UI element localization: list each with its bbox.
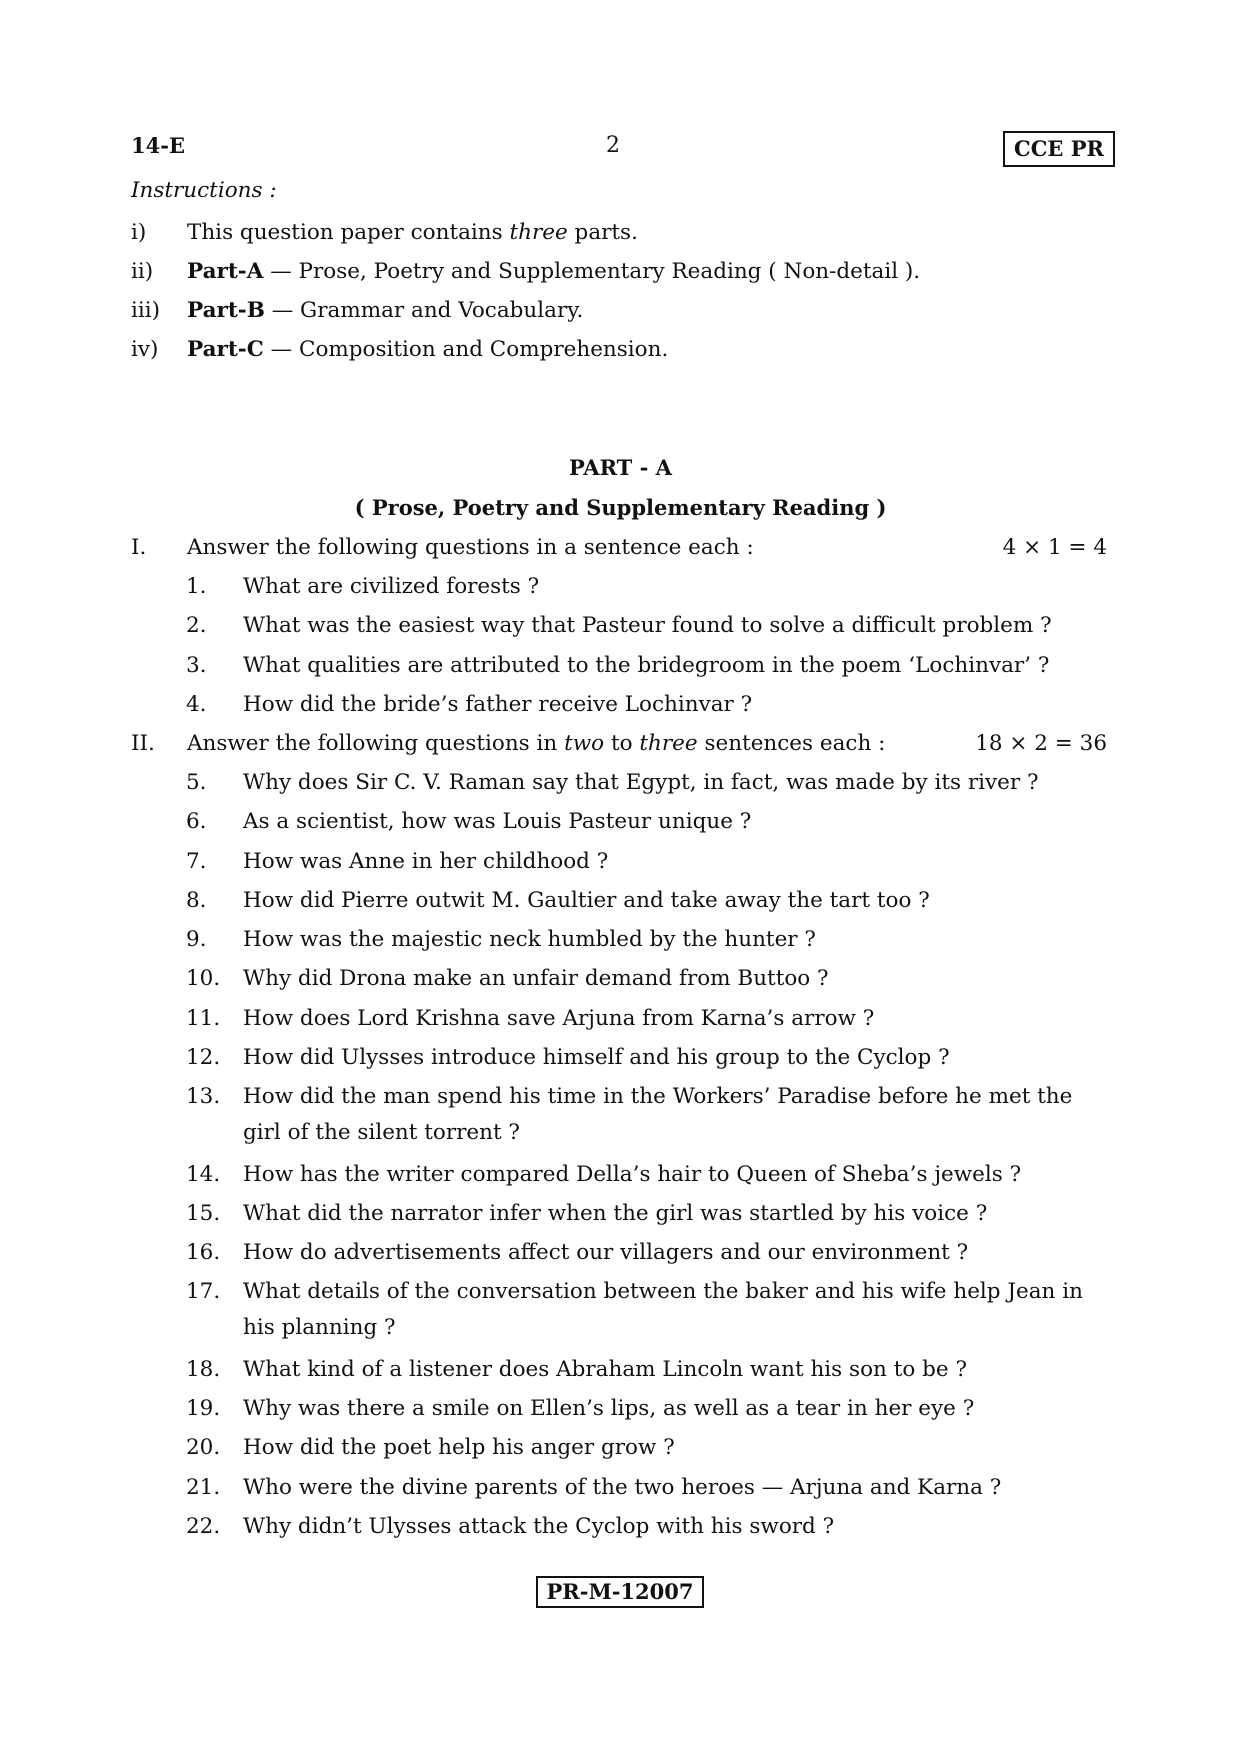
question-text: How did Ulysses introduce himself and his group to the Cyclop ? [243,1045,950,1070]
question-text: How has the writer compared Della’s hair to Queen of Sheba’s jewels ? [243,1162,1022,1187]
instruction-number: iv) [131,337,159,362]
question-number: 2. [186,613,207,638]
paper-code: 14-E [131,133,185,158]
question-item [0,1355,1241,1385]
instruction-text: This question paper contains three parts. [187,220,638,245]
question-text: Why didn’t Ulysses attack the Cyclop with his sword ? [243,1514,835,1539]
question-number: 22. [186,1514,221,1539]
question-number: 15. [186,1201,221,1226]
series-badge: CCE PR [1003,131,1115,167]
instruction-number: ii) [131,259,154,284]
instruction-number: iii) [131,298,161,323]
question-text: Why was there a smile on Ellen’s lips, as well as a tear in her eye ? [243,1396,975,1421]
instruction-text: Part-A — Prose, Poetry and Supplementary Reading ( Non-detail ). [187,259,921,284]
question-number: 4. [186,692,207,717]
instruction-item [0,218,1241,248]
question-text: What was the easiest way that Pasteur found to solve a difficult problem ? [243,613,1052,638]
question-number: 8. [186,888,207,913]
section-instruction: Answer the following questions in a sentence each : [187,535,754,560]
question-number: 1. [186,574,207,599]
question-text: How do advertisements affect our villagers and our environment ? [243,1240,969,1265]
question-item [0,572,1241,602]
section-number: II. [131,731,155,756]
instruction-number: i) [131,220,147,245]
instruction-text: Part-B — Grammar and Vocabulary. [187,298,584,323]
footer-code: PR-M-12007 [536,1576,704,1608]
question-item [0,1238,1241,1268]
question-text: Why does Sir C. V. Raman say that Egypt, in fact, was made by its river ? [243,770,1039,795]
instruction-text: Part-C — Composition and Comprehension. [187,337,669,362]
question-number: 14. [186,1162,221,1187]
question-item [0,611,1241,641]
question-number: 18. [186,1357,221,1382]
instruction-item [0,257,1241,287]
question-text: How does Lord Krishna save Arjuna from Karna’s arrow ? [243,1006,875,1031]
question-number: 21. [186,1475,221,1500]
question-number: 9. [186,927,207,952]
part-a-title: PART - A [569,455,672,480]
question-item [0,807,1241,837]
question-item [0,1199,1241,1229]
question-number: 5. [186,770,207,795]
question-text: What are civilized forests ? [243,574,540,599]
question-item [0,1160,1241,1190]
question-item [0,690,1241,720]
question-text: How was the majestic neck humbled by the hunter ? [243,927,816,952]
part-a-subtitle: ( Prose, Poetry and Supplementary Reading ) [354,495,887,520]
section-marks: 18 × 2 = 36 [975,731,1107,756]
question-item [0,886,1241,916]
question-text: How did the man spend his time in the Workers’ Paradise before he met the girl of the silent torrent ? [243,1084,1073,1145]
question-text: What details of the conversation between the baker and his wife help Jean in his planning ? [243,1279,1083,1340]
question-item [0,1277,1241,1340]
question-text: Who were the divine parents of the two heroes — Arjuna and Karna ? [243,1475,1002,1500]
section-instruction: Answer the following questions in two to three sentences each : [187,731,886,756]
question-item [0,1043,1241,1073]
question-number: 20. [186,1435,221,1460]
question-text: How did the poet help his anger grow ? [243,1435,675,1460]
section-marks: 4 × 1 = 4 [1002,535,1107,560]
question-item [0,847,1241,877]
question-item [0,1082,1241,1145]
instruction-item [0,296,1241,326]
question-number: 12. [186,1045,221,1070]
section-2-header [0,729,1241,759]
section-number: I. [131,535,147,560]
question-item [0,1512,1241,1542]
question-number: 6. [186,809,207,834]
question-text: What did the narrator infer when the girl was startled by his voice ? [243,1201,988,1226]
question-item [0,1004,1241,1034]
question-item [0,1473,1241,1503]
question-text: What kind of a listener does Abraham Lincoln want his son to be ? [243,1357,967,1382]
question-number: 13. [186,1084,221,1109]
question-text: What qualities are attributed to the bridegroom in the poem ‘Lochinvar’ ? [243,653,1050,678]
question-number: 7. [186,849,207,874]
question-text: How was Anne in her childhood ? [243,849,609,874]
question-number: 17. [186,1279,221,1304]
question-item [0,1394,1241,1424]
question-text: Why did Drona make an unfair demand from Buttoo ? [243,966,829,991]
question-number: 3. [186,653,207,678]
question-text: How did Pierre outwit M. Gaultier and take away the tart too ? [243,888,930,913]
question-number: 10. [186,966,221,991]
question-item [0,964,1241,994]
page-number: 2 [606,133,620,158]
section-1-header [0,533,1241,563]
question-number: 19. [186,1396,221,1421]
instruction-item [0,335,1241,365]
instructions-heading: Instructions : [131,178,277,203]
question-text: How did the bride’s father receive Lochinvar ? [243,692,753,717]
question-number: 11. [186,1006,221,1031]
question-item [0,651,1241,681]
question-item [0,1433,1241,1463]
question-item [0,768,1241,798]
question-item [0,925,1241,955]
question-text: As a scientist, how was Louis Pasteur unique ? [243,809,752,834]
question-number: 16. [186,1240,221,1265]
